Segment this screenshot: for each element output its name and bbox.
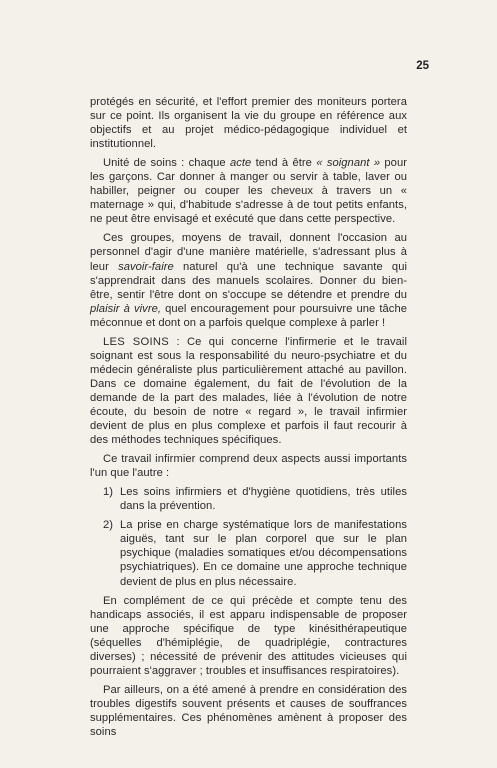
paragraph-4	[90, 335, 407, 447]
paragraph-1-text: protégés en sécurité, et l'effort premier des moniteurs portera sur ce point. Ils organisent la vie du groupe en référence aux objectifs et au projet médico-pédagogique individuel et institutionnel.	[90, 96, 407, 151]
paragraph-3	[90, 231, 407, 329]
care-aspects-list	[90, 485, 407, 588]
page-number: 25	[416, 60, 429, 72]
paragraph-2-emphasis-1: acte	[229, 157, 252, 170]
paragraph-2-text-c: pour les garçons. Car donner à manger ou servir à table, laver ou habiller, peigner ou couper les cheveux à travers un « maternage » qui, d'habitude s'adresse à de tout petits enfants, ne peut être envisagé et exécuté que dans cette perspective.	[90, 157, 408, 226]
list-item-number: 1)	[103, 486, 114, 499]
paragraph-1	[90, 95, 407, 151]
paragraph-3-emphasis-2: plaisir à vivre,	[90, 302, 162, 315]
paragraph-3-text-b: naturel qu'à une technique savante qui s'apprendrait dans des manuels scolaires. Donner du bien-être, sentir l'être dont on s'occupe se détendre et prendre du	[90, 260, 407, 301]
paragraph-6	[90, 594, 407, 678]
paragraph-5	[90, 452, 407, 480]
list-item-text: La prise en charge systématique lors de manifestations aiguës, tant sur le plan corporel que sur le plan psychique (maladies somatiques et/ou décompensations psychiatriques). En ce domaine une approche technique devient de plus en plus nécessaire.	[120, 519, 407, 588]
paragraph-5-text: Ce travail infirmier comprend deux aspects aussi importants l'un que l'autre :	[90, 453, 407, 480]
list-item-text: Les soins infirmiers et d'hygiène quotidiens, très utiles dans la prévention.	[120, 486, 407, 513]
paragraph-2-text-b: tend à être	[251, 157, 317, 170]
section-lead-soins: LES SOINS	[103, 335, 170, 348]
list-item-number: 2)	[103, 519, 114, 532]
paragraph-2	[90, 156, 407, 226]
paragraph-7-text: Par ailleurs, on a été amené à prendre en considération des troubles digestifs souvent présents et causes de souffrances supplémentaires. Ces phénomènes amènent à proposer des soins	[90, 683, 407, 738]
list-item	[90, 485, 407, 513]
paragraph-6-text: En complément de ce qui précède et compte tenu des handicaps associés, il est apparu indispensable de proposer une approche spécifique de type kinésithérapeutique (séquelles d'hémiplégie, de quadriplégie, contractures diverses) ; nécessité de prévenir des attitudes vicieuses qui pourraient s'aggraver ; troubles et insuffisances respiratoires).	[90, 594, 407, 677]
paragraph-7	[90, 683, 407, 739]
list-item	[90, 518, 407, 588]
paragraph-2-emphasis-2: « soignant »	[316, 157, 381, 170]
paragraph-2-text-a: Unité de soins : chaque	[103, 157, 230, 170]
paragraph-3-emphasis-1: savoir-faire	[118, 260, 174, 273]
body-text	[90, 95, 407, 744]
paragraph-4-text: : Ce qui concerne l'infirmerie et le travail soignant est sous la responsabilité du neuro-psychiatre et du médecin généraliste plus particulièrement attaché au pavillon. Dans ce domaine également, du fait de l'évolution de la demande de la part des malades, liée à l'évolution de notre écoute, du besoin de notre « regard », le travail infirmier devient de plus en plus complexe et parfois il faut recourir à des méthodes techniques spécifiques.	[90, 335, 407, 447]
paragraph-3-text-a: Ces groupes, moyens de travail, donnent l'occasion au personnel d'agir d'une manière matérielle, s'adressant plus à leur	[90, 232, 407, 273]
paragraph-3-text-c: quel encouragement pour poursuivre une tâche méconnue et dont on a parfois quelque complexe à parler !	[90, 302, 407, 329]
